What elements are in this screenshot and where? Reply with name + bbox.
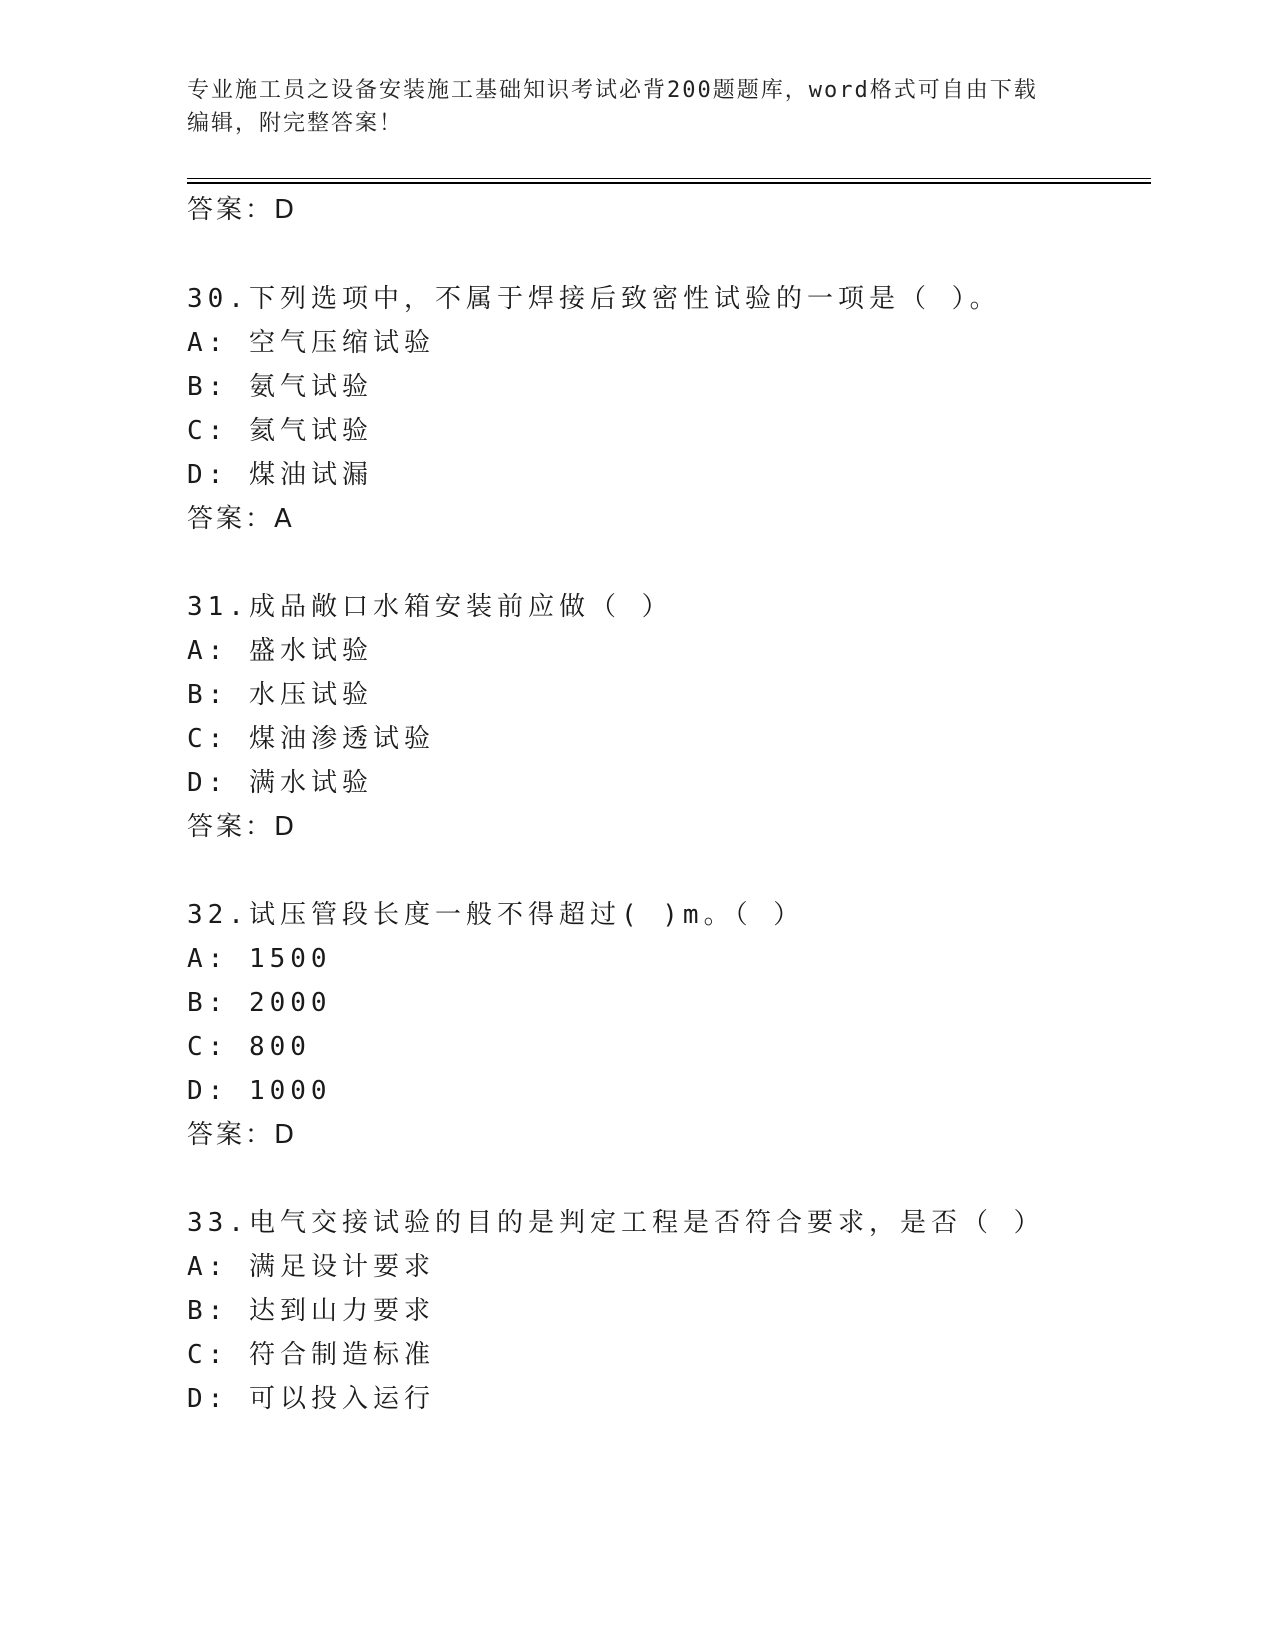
question-30-option-a: A: 空气压缩试验 [187,328,435,358]
question-32-option-b: B: 2000 [187,988,332,1018]
header-line-2: 编辑，附完整答案！ [187,111,404,136]
question-30-option-d: D: 煤油试漏 [187,460,373,490]
question-30-option-b: B: 氨气试验 [187,372,373,402]
question-32-answer: 答案：D [187,1120,298,1150]
question-32-option-c: C: 800 [187,1032,311,1062]
question-32-option-d: D: 1000 [187,1076,332,1106]
question-33-option-d: D: 可以投入运行 [187,1384,435,1414]
previous-answer: 答案：D [187,195,298,225]
document-header [187,74,1087,140]
header-divider-thin [187,178,1151,179]
header-divider-thick [187,182,1151,184]
question-32-option-a: A: 1500 [187,944,332,974]
question-31-option-d: D: 满水试验 [187,768,373,798]
question-31-option-a: A: 盛水试验 [187,636,373,666]
question-31-answer: 答案：D [187,812,298,842]
question-31-stem: 31.成品敞口水箱安装前应做（ ） [187,592,673,622]
question-32-stem: 32.试压管段长度一般不得超过( )m。（ ） [187,900,805,930]
question-33-option-b: B: 达到山力要求 [187,1296,435,1326]
question-30-option-c: C: 氦气试验 [187,416,373,446]
question-33-stem: 33.电气交接试验的目的是判定工程是否符合要求，是否（ ） [187,1208,1045,1238]
question-31-option-c: C: 煤油渗透试验 [187,724,435,754]
question-33-option-c: C: 符合制造标准 [187,1340,435,1370]
question-30-answer: 答案：A [187,504,295,534]
question-31-option-b: B: 水压试验 [187,680,373,710]
header-line-1: 专业施工员之设备安装施工基础知识考试必背200题题库，word格式可自由下载 [187,78,1038,103]
question-30-stem: 30.下列选项中，不属于焊接后致密性试验的一项是（ ）。 [187,284,1001,314]
question-33-option-a: A: 满足设计要求 [187,1252,435,1282]
